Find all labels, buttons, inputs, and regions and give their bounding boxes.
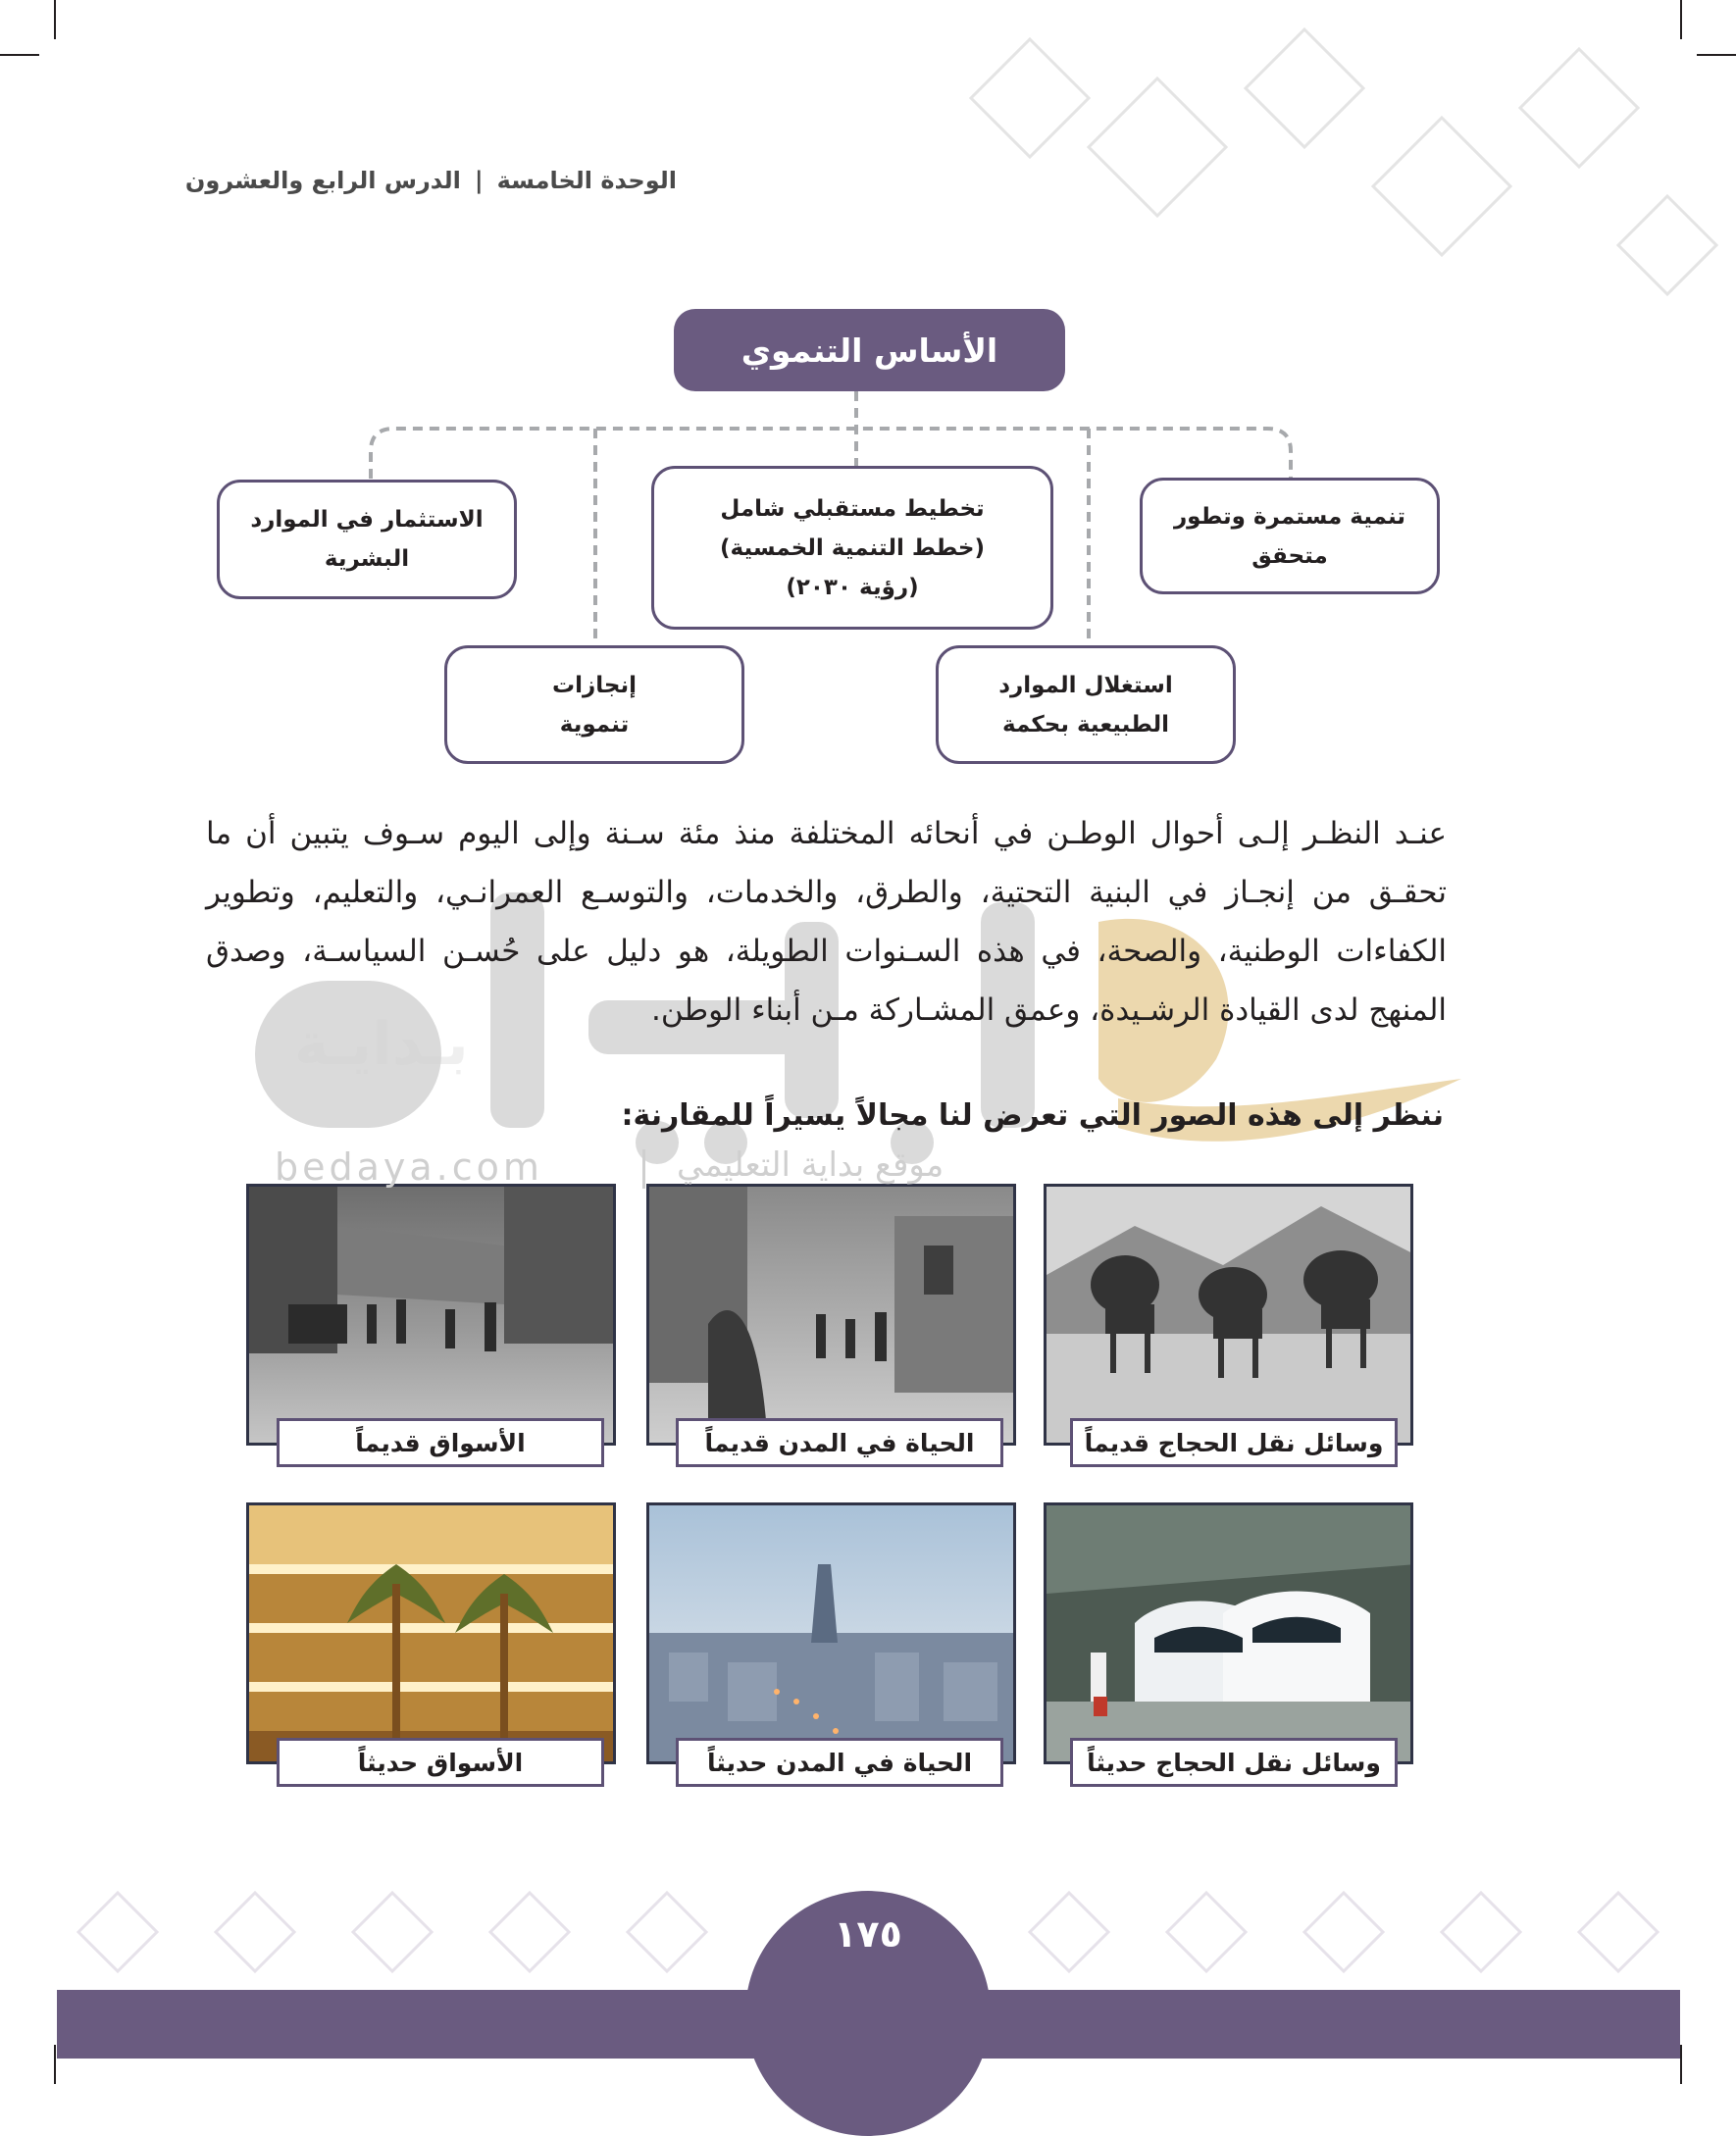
photo-old-markets xyxy=(246,1184,616,1446)
modern-skyline-image xyxy=(649,1505,1016,1764)
caption-modern-markets: الأسواق حديثاً xyxy=(277,1738,604,1787)
diagram-node-achievements xyxy=(444,645,744,764)
old-camel-caravan-image xyxy=(1047,1187,1413,1446)
photo-modern-pilgrim-transport xyxy=(1044,1502,1413,1764)
caption-old-pilgrim-transport: وسائل نقل الحجاج قديماً xyxy=(1070,1418,1398,1467)
crop-mark xyxy=(1680,2045,1682,2084)
comparison-prompt: ننظر إلى هذه الصور التي تعرض لنا مجالاً يسيراً للمقارنة: xyxy=(621,1098,1444,1133)
node-line: (خطط التنمية الخمسية) xyxy=(720,534,985,561)
photo-modern-city-life xyxy=(646,1502,1016,1764)
node-line: تنمية مستمرة وتطور xyxy=(1173,503,1406,530)
watermark-tagline: موقع بداية التعليمي xyxy=(677,1145,945,1185)
unit-title: الوحدة الخامسة xyxy=(496,167,677,194)
node-line: متحقق xyxy=(1251,542,1328,569)
diagram-node-human-investment xyxy=(217,480,517,599)
node-line: تخطيط مستقبلي شامل xyxy=(720,495,985,522)
caption-modern-city-life: الحياة في المدن حديثاً xyxy=(676,1738,1003,1787)
modern-mall-image xyxy=(249,1505,616,1764)
caption-old-city-life: الحياة في المدن قديماً xyxy=(676,1418,1003,1467)
footer-bar xyxy=(57,1990,1680,2059)
diagram-node-future-planning xyxy=(651,466,1053,630)
old-market-image xyxy=(249,1187,616,1446)
photo-old-city-life xyxy=(646,1184,1016,1446)
body-paragraph: عنـد النظـر إلـى أحوال الوطـن في أنحائه المختلفة منذ مئة سـنة وإلى اليوم سـوف يتبين أن ما تحقـق من إنجـاز في البنية التحتية، والطرق، والخدمات، والتوسـع العمرانـي، والتعليم، وتطوير الكفاءات الوطنية، والصحة، في هذه السـنوات الطويلة، هو دليل على حُسـن السياسـة، وصدق المنهج لدى القيادة الرشـيدة، وعمق المشـاركة مـن أبناء الوطن. xyxy=(206,816,1447,1028)
watermark-logo: بـدايـة xyxy=(294,1010,469,1079)
node-line: الطبيعية بحكمة xyxy=(1002,711,1169,737)
caption-old-markets: الأسواق قديماً xyxy=(277,1418,604,1467)
watermark-url: bedaya.com xyxy=(275,1145,543,1189)
node-line: الاستثمار في الموارد xyxy=(250,507,484,533)
lesson-title: الدرس الرابع والعشرون xyxy=(184,167,461,194)
node-line: إنجازات xyxy=(552,672,637,698)
diagram-node-sustained-development xyxy=(1140,478,1440,594)
node-line: البشرية xyxy=(324,546,410,572)
node-line: تنموية xyxy=(559,711,630,737)
photo-old-pilgrim-transport xyxy=(1044,1184,1413,1446)
old-city-image xyxy=(649,1187,1016,1446)
diagram-connectors xyxy=(0,0,1736,785)
watermark-separator xyxy=(642,1149,645,1189)
node-line: (رؤية ٢٠٣٠) xyxy=(786,574,919,600)
diagram-node-natural-resources xyxy=(936,645,1236,764)
caption-modern-pilgrim-transport: وسائل نقل الحجاج حديثاً xyxy=(1070,1738,1398,1787)
node-line: استغلال الموارد xyxy=(998,672,1173,698)
photo-modern-markets xyxy=(246,1502,616,1764)
crop-mark xyxy=(54,2045,56,2084)
header-separator: | xyxy=(474,167,484,194)
diagram-root: الأساس التنموي xyxy=(674,309,1065,391)
page-number: ١٧٥ xyxy=(834,1912,902,1956)
modern-train-image xyxy=(1047,1505,1413,1764)
